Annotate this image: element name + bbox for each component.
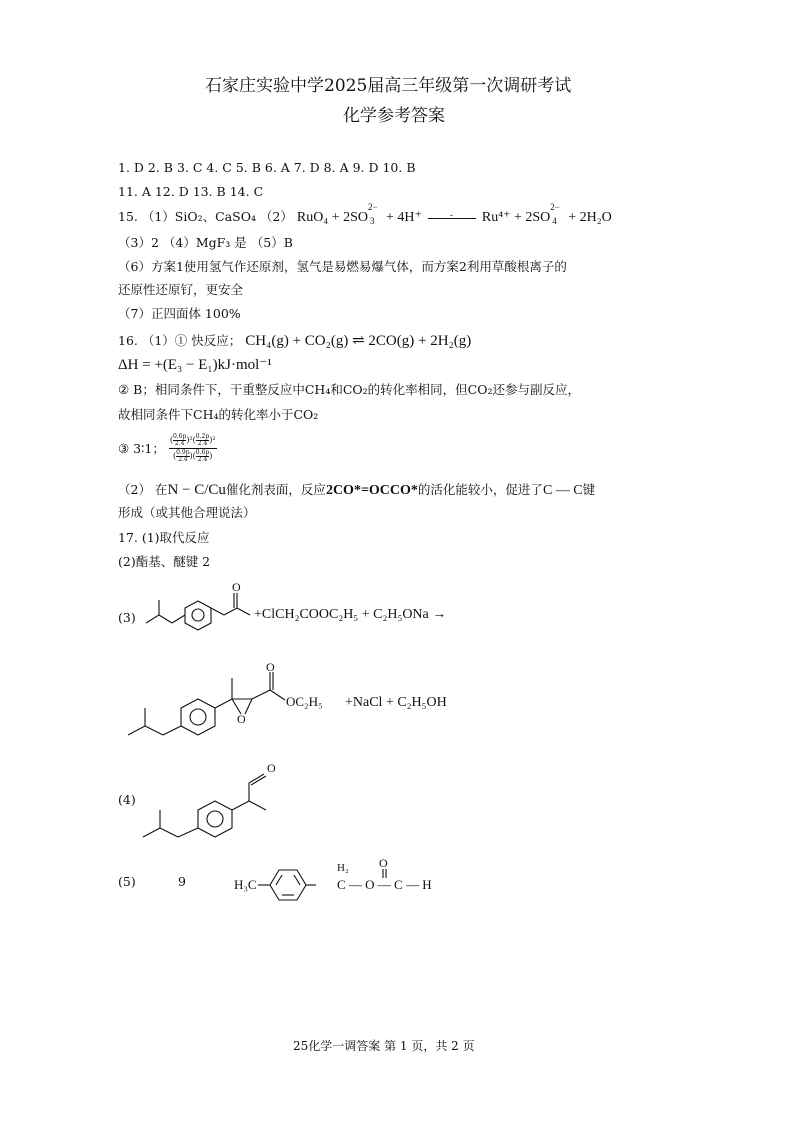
q15-eq-mid: + 4H⁺ <box>385 210 422 225</box>
epoxide-oxygen: O <box>237 712 246 726</box>
q16-line-5 <box>118 481 595 500</box>
answer-subtitle: 化学参考答案 <box>343 106 445 126</box>
q16-enthalpy: ΔH = +(E₃ − E₁)kJ·mol⁻¹ <box>118 357 272 373</box>
exam-title: 石家庄实验中学2025届高三年级第一次调研考试 <box>205 76 572 96</box>
frac-den-a: 0.9p <box>176 449 190 456</box>
q17-line-2: (2)酯基、醚键 2 <box>118 554 211 569</box>
q15-eq-right: Ru⁴⁺ + 2SO <box>481 210 551 225</box>
q17-part-3-label: (3) <box>118 610 136 625</box>
frac-num-b: 2.4 <box>174 440 185 447</box>
methylene-h2: H₂ <box>337 862 349 874</box>
q17-part-3-products: +NaCl + C₂H₅OH <box>345 695 447 710</box>
epoxide-ester-product-structure <box>125 660 345 750</box>
frac-den-b: 2.4 <box>178 456 188 463</box>
q15-eq-tail: + 2H₂O <box>568 210 612 225</box>
surface-reaction: 2CO*=OCCO* <box>325 483 418 498</box>
q16-reaction-equation: CH₄(g) + CO₂(g) ⇌ 2CO(g) + 2H₂(g) <box>245 333 472 349</box>
frac-den-c: 0.6p <box>195 449 210 456</box>
mcq-row-2: 11. A 12. D 13. B 14. C <box>118 184 264 199</box>
aldehyde-structure <box>140 752 310 842</box>
q15-line-3a: （6）方案1使用氢气作还原剂，氢气是易燃易爆气体，而方案2利用草酸根离子的 <box>118 259 567 274</box>
q16-line-1 <box>118 332 471 350</box>
q17-part-5-label: (5) <box>118 874 136 889</box>
q16-line-5-a: （2） 在 <box>118 482 168 497</box>
q16-ratio: ③ 3∶1； <box>118 441 165 456</box>
frac-num-a: 0.6p <box>172 433 187 440</box>
q16-line-6: 形成（或其他合理说法） <box>118 505 256 520</box>
q15-line-2: （3）2 （4）MgF₃ 是 （5）B <box>118 235 293 250</box>
mcq-row-1: 1. D 2. B 3. C 4. C 5. B 6. A 7. D 8. A 9. D 10. B <box>118 160 416 175</box>
q15-eq-left: RuO₄ + 2SO <box>296 210 368 225</box>
page-footer: 25化学一调答案 第 1 页，共 2 页 <box>293 1039 475 1053</box>
ester-chain: C — O — C — H <box>337 877 432 892</box>
ester-carbonyl-oxygen: O <box>266 660 275 674</box>
q16-line-5-c: 的活化能较小，促进了 <box>417 482 543 497</box>
q15-line-3b: 还原性还原钌，更安全 <box>118 282 244 297</box>
methyl-group: H₃C <box>234 877 257 892</box>
reaction-arrow: - <box>426 213 478 223</box>
q16-label: 16. （1）① 快反应； <box>118 333 242 348</box>
aldehyde-oxygen: O <box>267 761 276 775</box>
isomer-count: 9 <box>178 874 186 889</box>
frac-num-d: 2.4 <box>197 440 208 447</box>
q16-line-3b: 故相同条件下CH₄的转化率小于CO₂ <box>118 407 319 422</box>
ester-isomer-structure <box>232 856 432 908</box>
q16-line-4 <box>118 434 217 463</box>
q15-line-1: 15. （1）SiO₂、CaSO₄ （2） RuO₄ + 2SO 2− 3 + 4H⁺ - Ru⁴⁺ + 2SO 2− 4 + 2H₂O <box>118 202 612 226</box>
cc-bond: C — C <box>542 483 583 498</box>
q16-line-5-d: 键 <box>582 482 596 497</box>
q15-label: 15. （1）SiO₂、CaSO₄ （2） <box>118 209 293 224</box>
q15-line-4: （7）正四面体 100% <box>118 306 241 321</box>
catalyst-name: N − C/Cu <box>167 482 226 498</box>
equilibrium-constant-fraction: ( $\frac{0.6p}{2.4}$ )²( $\frac{0.2p}{2.4}$ )² ( $\frac{0.9p}{2.4}$ )( $\frac{0.6p}{2.4}$ ) <box>169 433 216 463</box>
frac-num-c: 0.2p <box>195 433 210 440</box>
q17-part-3-reagents: +ClCH₂COOC₂H₅ + C₂H₅ONa → <box>254 607 447 622</box>
reactant-structure <box>140 580 270 650</box>
formate-oxygen: O <box>379 856 388 870</box>
ethoxy-group: OC₂H₅ <box>286 694 323 709</box>
ketone-oxygen: O <box>232 580 241 594</box>
q16-line-3a: ② B；相同条件下，干重整反应中CH₄和CO₂的转化率相同，但CO₂还参与副反应， <box>118 382 580 397</box>
q16-line-5-b: 催化剂表面，反应 <box>225 482 326 497</box>
frac-den-d: 2.4 <box>197 456 208 463</box>
q17-line-1: 17. (1)取代反应 <box>118 530 210 545</box>
q17-part-4-label: (4) <box>118 792 136 807</box>
